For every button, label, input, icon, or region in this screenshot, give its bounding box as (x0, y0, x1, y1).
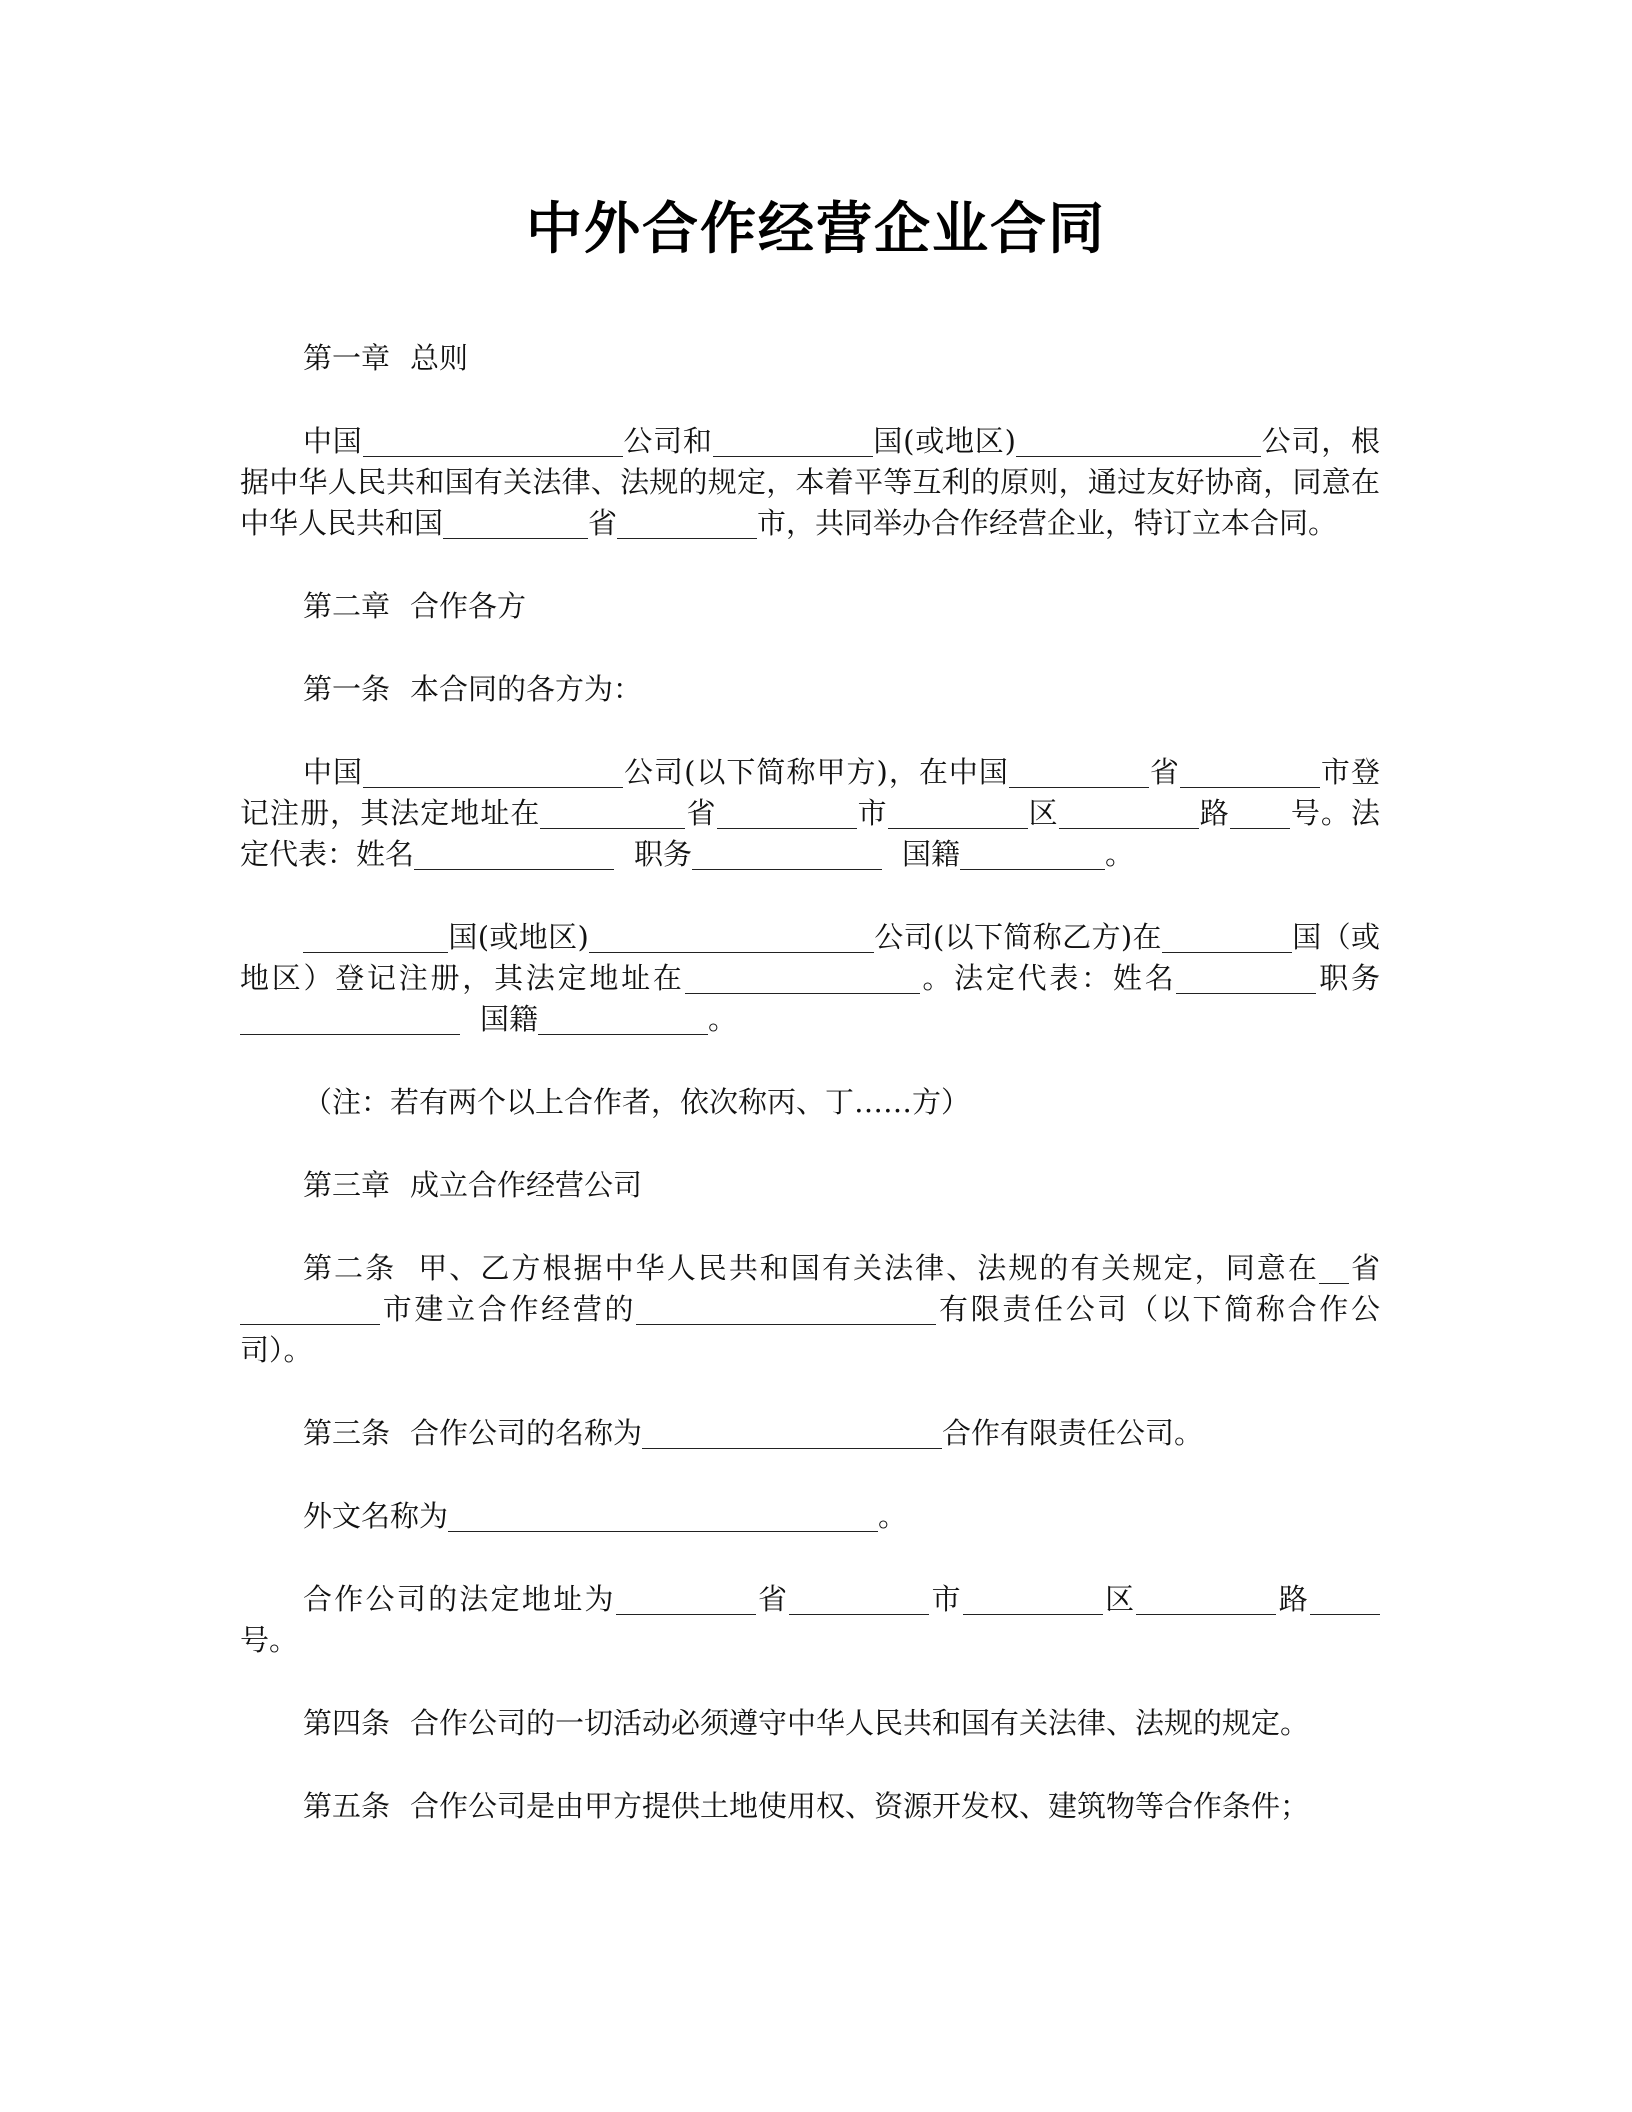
blank-field[interactable] (1162, 922, 1292, 953)
blank-field[interactable] (617, 508, 757, 539)
text-segment: 公司(以下简称乙方)在 (873, 920, 1162, 954)
text-segment: 合作公司的法定地址为 (303, 1582, 616, 1616)
blank-field[interactable] (363, 757, 623, 788)
blank-field[interactable] (538, 1004, 708, 1035)
text-segment: 省 (1148, 755, 1180, 789)
article-5 (240, 1786, 1380, 1827)
text-segment: 国(或地区) (448, 920, 589, 954)
text-segment: 市建立合作经营的 (380, 1292, 637, 1326)
blank-field[interactable] (443, 508, 588, 539)
article-label: 第四条 (303, 1706, 391, 1740)
text-segment: 国籍 (480, 1002, 539, 1036)
intro-paragraph (240, 421, 1380, 544)
text-segment: 公司(以下简称甲方)，在中国 (623, 755, 1009, 789)
address-paragraph (240, 1579, 1380, 1661)
article-4 (240, 1703, 1380, 1744)
text-segment: 中国 (303, 755, 364, 789)
blank-field[interactable] (888, 798, 1028, 829)
text-segment: 市，共同举办合作经营企业，特订立本合同。 (757, 506, 1338, 540)
chapter-2-heading (240, 586, 1380, 627)
text-segment: 职务 (634, 837, 693, 871)
chapter-name: 成立合作经营公司 (410, 1168, 643, 1202)
text-segment: 公司和 (622, 424, 713, 458)
article-3 (240, 1413, 1380, 1454)
blank-field[interactable] (717, 798, 857, 829)
text-segment: 职务 (1316, 961, 1380, 995)
text-segment: 公司，根据中华人民共和国有关法律、法规的规定，本着平等互利的原则，通过友好协商，同意在中华人民共和国 (240, 424, 1380, 540)
note-paragraph: （注：若有两个以上合作者，依次称丙、丁……方） (303, 1085, 971, 1119)
blank-field[interactable] (1319, 1253, 1349, 1284)
text-segment: 国(或地区) (872, 424, 1016, 458)
text-segment: 号。 (240, 1623, 299, 1657)
text-segment: 号。法定代表：姓名 (240, 796, 1380, 871)
blank-field[interactable] (692, 839, 882, 870)
blank-field[interactable] (240, 1294, 380, 1325)
article-label: 第一条 (303, 672, 391, 706)
text-segment: 合作公司的名称为 (410, 1416, 643, 1450)
blank-field[interactable] (616, 1584, 756, 1615)
chapter-3-heading (240, 1165, 1380, 1206)
blank-field[interactable] (713, 426, 873, 457)
blank-field[interactable] (303, 922, 448, 953)
blank-field[interactable] (685, 963, 920, 994)
text-segment: 。 (1105, 837, 1135, 871)
text-segment: 路 (1276, 1582, 1310, 1616)
text-segment: 。法定代表：姓名 (919, 961, 1177, 995)
blank-field[interactable] (789, 1584, 929, 1615)
blank-field[interactable] (363, 426, 623, 457)
text-segment: 省 (588, 506, 618, 540)
chapter-1-heading (240, 338, 1380, 379)
party-a-paragraph (240, 752, 1380, 875)
blank-field[interactable] (240, 1004, 460, 1035)
blank-field[interactable] (1136, 1584, 1276, 1615)
contract-title: 中外合作经营企业合同 (526, 197, 1106, 262)
blank-field[interactable] (589, 922, 874, 953)
contract-body (240, 338, 1380, 1869)
blank-field[interactable] (1230, 798, 1290, 829)
article-text: 本合同的各方为： (410, 672, 643, 706)
party-b-paragraph (240, 917, 1380, 1040)
blank-field[interactable] (540, 798, 685, 829)
blank-field[interactable] (1016, 426, 1261, 457)
text-segment: 国籍 (902, 837, 961, 871)
blank-field[interactable] (1176, 963, 1316, 994)
blank-field[interactable] (1059, 798, 1199, 829)
chapter-name: 总则 (410, 341, 469, 375)
text-segment: 市登记注册，其法定地址在 (240, 755, 1380, 830)
text-segment: 市 (856, 796, 888, 830)
text-segment: 省 (755, 1582, 790, 1616)
blank-field[interactable] (1310, 1584, 1380, 1615)
article-1 (240, 669, 1380, 710)
text-segment: 国（或地区）登记注册，其法定地址在 (240, 920, 1380, 995)
blank-field[interactable] (642, 1418, 942, 1449)
article-label: 第五条 (303, 1789, 391, 1823)
text-segment: 甲、乙方根据中华人民共和国有关法律、法规的有关规定，同意在 (416, 1251, 1319, 1285)
text-segment: 区 (1027, 796, 1059, 830)
text-segment: 区 (1102, 1582, 1137, 1616)
blank-field[interactable] (636, 1294, 936, 1325)
chapter-label: 第二章 (303, 589, 391, 623)
blank-field[interactable] (1009, 757, 1149, 788)
chapter-label: 第三章 (303, 1168, 391, 1202)
text-segment: 省 (1348, 1251, 1380, 1285)
article-label: 第三条 (303, 1416, 391, 1450)
chapter-label: 第一章 (303, 341, 391, 375)
foreign-name-paragraph (240, 1496, 1380, 1537)
text-segment: 省 (685, 796, 717, 830)
text-segment: 有限责任公司（以下简称合作公司）。 (240, 1292, 1380, 1367)
blank-field[interactable] (1180, 757, 1320, 788)
article-text: 合作公司是由甲方提供土地使用权、资源开发权、建筑物等合作条件； (410, 1789, 1310, 1823)
text-segment: 。 (878, 1499, 908, 1533)
text-segment: 。 (708, 1002, 738, 1036)
article-label: 第二条 (303, 1251, 397, 1285)
text-segment: 合作有限责任公司。 (942, 1416, 1204, 1450)
article-2 (240, 1248, 1380, 1371)
text-segment: 市 (929, 1582, 963, 1616)
blank-field[interactable] (414, 839, 614, 870)
chapter-name: 合作各方 (410, 589, 527, 623)
blank-field[interactable] (960, 839, 1105, 870)
text-segment: 中国 (303, 424, 363, 458)
blank-field[interactable] (448, 1501, 878, 1532)
blank-field[interactable] (963, 1584, 1103, 1615)
text-segment: 路 (1198, 796, 1230, 830)
text-segment: 外文名称为 (303, 1499, 449, 1533)
article-text: 合作公司的一切活动必须遵守中华人民共和国有关法律、法规的规定。 (410, 1706, 1310, 1740)
